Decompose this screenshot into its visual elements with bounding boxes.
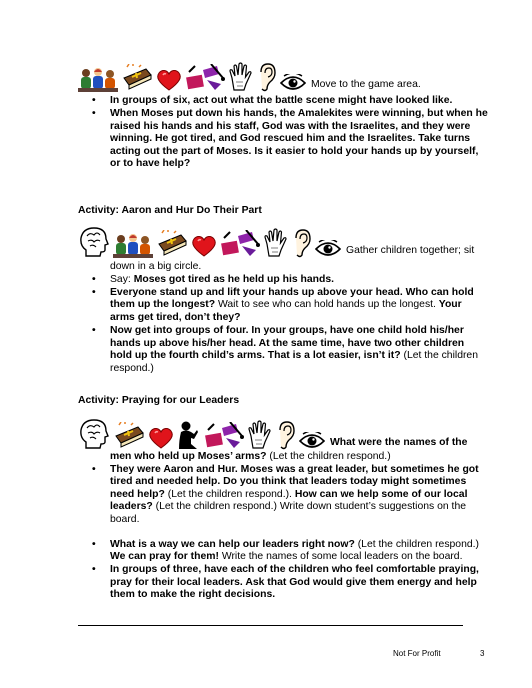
head-icon — [78, 226, 113, 258]
bold-text: Moses got tired as he held up his hands. — [133, 273, 335, 285]
list-item — [78, 95, 488, 108]
people-icon — [113, 232, 156, 258]
heart-icon — [191, 234, 220, 258]
hand-icon — [263, 228, 292, 258]
list-item — [78, 274, 488, 287]
list-item — [78, 464, 488, 527]
plain-text: (Let the children respond.). — [164, 488, 295, 500]
crafts-icon — [185, 64, 228, 92]
plain-text: (Let the children respond.) — [110, 350, 478, 374]
ear-icon — [276, 420, 299, 450]
ear-icon — [257, 62, 280, 92]
bullet-list — [78, 95, 488, 171]
page-number: 3 — [480, 649, 485, 658]
bold-text: We can pray for them! — [110, 551, 219, 563]
icon-row — [78, 62, 488, 92]
bold-text: Your arms get tired, don’t they? — [110, 299, 462, 323]
hand-icon — [247, 420, 276, 450]
list-item — [78, 564, 488, 602]
bold-text: In groups of six, act out what the battle scene might have looked like. — [110, 95, 453, 106]
list-item — [78, 108, 488, 171]
plain-text: Wait to see who can hold hands up the longest. — [215, 299, 439, 311]
bold-text: In groups of three, have each of the children who feel comfortable praying, pray for their local leaders. Ask that God would give them energy and help them to make the right decisions. — [110, 564, 479, 601]
bullet-list — [78, 274, 488, 376]
note-text: (Let the children respond.) — [266, 451, 391, 462]
activity-heading-aaron-hur: Activity: Aaron and Hur Do Their Part — [78, 205, 262, 216]
instruction-continued — [78, 451, 488, 464]
icon-row — [78, 228, 488, 258]
footer-text: Not For Profit — [393, 649, 441, 658]
ear-icon — [292, 228, 315, 258]
hand-icon — [228, 62, 257, 92]
crafts-icon — [204, 422, 247, 450]
head-icon — [78, 418, 113, 450]
heart-icon — [156, 68, 185, 92]
bold-text: What is a way we can help our leaders right now? — [110, 538, 355, 550]
section-game — [78, 62, 488, 172]
list-item — [78, 287, 488, 325]
instruction-continued: down in a big circle. — [110, 261, 202, 272]
bible-icon — [156, 230, 191, 258]
plain-text: (Let the children respond.) — [354, 538, 479, 550]
bible-icon — [113, 422, 148, 450]
instruction-text: What were the names of the — [330, 437, 468, 449]
plain-text: (Let the children respond.) Write down student’s suggestions on the board. — [110, 501, 467, 525]
bold-text: When Moses put down his hands, the Amalekites were winning, but when he raised his hands and his staff, God was with the Israelites, and they were winning. He got tired, and God rescued him and the Israelites. Take turns acting out the part of Moses. Is it easier to hold your hands up by yourself, or to have help? — [110, 108, 488, 170]
bullet-list — [78, 464, 488, 602]
instruction-text: Move to the game area. — [311, 79, 421, 91]
bible-icon — [121, 64, 156, 92]
crafts-icon — [220, 230, 263, 258]
bold-text: They were Aaron and Hur. Moses was a great leader, but sometimes he got tired and needed help. Do you think that leaders today might sometimes need help? — [110, 463, 479, 500]
praying-person-icon — [177, 420, 204, 450]
instruction-text: Gather children together; sit — [346, 245, 475, 257]
bold-text: Now get into groups of four. In your groups, have one child hold his/her hands up above his/her head. At the same time, have two other children hold up the fourth child’s arms. That is a lot easier, isn’t it? — [110, 324, 465, 362]
footer-rule — [78, 625, 463, 626]
people-icon — [78, 66, 121, 92]
heart-icon — [148, 426, 177, 450]
list-item — [78, 325, 488, 375]
icon-row — [78, 420, 488, 450]
activity-heading-praying: Activity: Praying for our Leaders — [78, 395, 240, 406]
section-praying — [78, 420, 488, 603]
section-aaron-hur — [78, 228, 488, 376]
eye-icon — [280, 74, 309, 92]
eye-icon — [299, 432, 328, 450]
list-item — [78, 539, 488, 564]
bold-text: How can we help some of our local leaders? — [110, 488, 468, 513]
bold-text: Everyone stand up and lift your hands up above your head. Who can hold them up the longest? — [110, 286, 474, 311]
plain-text: Write the names of some local leaders on the board. — [218, 551, 463, 563]
question-text: men who held up Moses’ arms? — [110, 451, 267, 462]
eye-icon — [315, 240, 344, 258]
plain-text: Say: — [110, 273, 134, 285]
